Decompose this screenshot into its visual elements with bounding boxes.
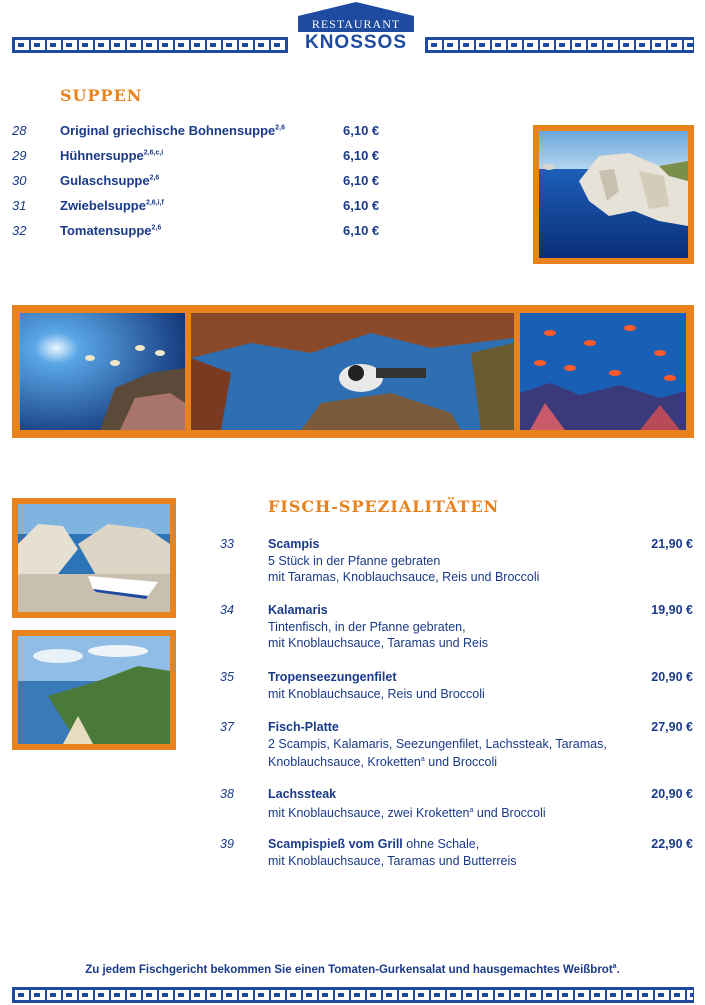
- soup-number: 30: [12, 173, 27, 188]
- fish-desc-line: Tintenfisch, in der Pfanne gebraten,: [268, 619, 466, 634]
- fish-body: [268, 602, 628, 652]
- fish-number: 35: [220, 670, 234, 684]
- coast-cliffs-photo: [533, 125, 694, 264]
- soup-row: [0, 223, 400, 243]
- fish-price: 27,90 €: [651, 720, 693, 734]
- footer-note: Zu jedem Fischgericht bekommen Sie einen Tomaten-Gurkensalat und hausgemachtes Weißbrot$^a$.: [85, 963, 620, 976]
- diver-fish-photo: [20, 313, 185, 430]
- soup-row: [0, 148, 400, 168]
- soup-price: 6,10 €: [343, 173, 380, 188]
- meander-border-bottom: [12, 987, 694, 1003]
- soup-name: Hühnersuppe$^{2,6,c,i}$: [60, 148, 164, 163]
- soup-row: [0, 198, 400, 218]
- soup-name: Zwiebelsuppe$^{2,6,i,f}$: [60, 198, 164, 213]
- fish-desc-line: mit Knoblauchsauce, Reis und Broccoli: [268, 686, 485, 701]
- soup-number: 32: [12, 223, 27, 238]
- fish-number: 33: [220, 537, 234, 551]
- logo-restaurant-label: RESTAURANT: [298, 16, 414, 32]
- fish-desc-line: Knoblauchsauce, Kroketten$^a$ und Broccoli: [268, 755, 498, 770]
- logo-name: KNOSSOS: [304, 32, 408, 53]
- cliffs-image: [539, 131, 688, 258]
- fish-price: 21,90 €: [651, 537, 693, 551]
- fish-desc-line: mit Taramas, Knoblauchsauce, Reis und Broccoli: [268, 570, 540, 584]
- soup-number: 31: [12, 198, 27, 213]
- fish-title: Fisch-Platte: [268, 720, 339, 734]
- fish-body: [268, 669, 628, 702]
- soup-row: [0, 123, 400, 143]
- soup-price: 6,10 €: [343, 123, 380, 138]
- soup-price: 6,10 €: [343, 148, 380, 163]
- soup-number: 28: [12, 123, 27, 138]
- meander-border-top-right: [425, 37, 694, 53]
- fish-body: [268, 536, 628, 586]
- coastline-mountains-photo: [12, 630, 176, 750]
- fish-title: Kalamaris: [268, 603, 328, 617]
- fish-number: 37: [220, 720, 234, 734]
- fish-desc-line: mit Knoblauchsauce, Taramas und Reis: [268, 636, 489, 650]
- fish-price: 19,90 €: [651, 603, 693, 617]
- fish-number: 34: [220, 603, 234, 617]
- rocky-beach-boat-photo: [12, 498, 176, 618]
- fish-price: 20,90 €: [651, 787, 693, 801]
- restaurant-logo: [298, 2, 414, 54]
- underwater-photo-strip: [12, 305, 694, 438]
- fish-heading: FISCH-SPEZIALITÄTEN: [268, 497, 500, 516]
- fish-body: [268, 786, 628, 821]
- fish-body: [268, 719, 628, 771]
- soup-name: Original griechische Bohnensuppe$^{2,6}$: [60, 123, 285, 138]
- fish-desc-line: mit Knoblauchsauce, zwei Kroketten$^a$ und Broccoli: [268, 805, 546, 820]
- diver-wreck-photo: [191, 313, 514, 430]
- fish-title: Tropenseezungenfilet: [268, 670, 397, 684]
- coral-reef-photo: [520, 313, 686, 430]
- fish-title-line: Scampispieß vom Grill ohne Schale,: [268, 837, 480, 851]
- fish-body: [268, 836, 628, 869]
- soup-name: Tomatensuppe$^{2,6}$: [60, 223, 162, 238]
- soup-price: 6,10 €: [343, 198, 380, 213]
- fish-title: Scampis: [268, 537, 320, 551]
- meander-border-top-left: [12, 37, 288, 53]
- fish-title: Lachssteak: [268, 787, 337, 801]
- fish-number: 38: [220, 787, 234, 801]
- fish-desc-line: 2 Scampis, Kalamaris, Seezungenfilet, Lachssteak, Taramas,: [268, 736, 607, 751]
- fish-price: 20,90 €: [651, 670, 693, 684]
- fish-desc-line: mit Knoblauchsauce, Taramas und Butterreis: [268, 853, 517, 868]
- fish-desc-line: 5 Stück in der Pfanne gebraten: [268, 553, 441, 568]
- soup-name: Gulaschsuppe$^{2,6}$: [60, 173, 160, 188]
- logo-roof: [298, 2, 414, 16]
- soup-number: 29: [12, 148, 27, 163]
- soup-row: [0, 173, 400, 193]
- fish-price: 22,90 €: [651, 837, 693, 851]
- fish-number: 39: [220, 837, 234, 851]
- soup-price: 6,10 €: [343, 223, 380, 238]
- soups-heading: SUPPEN: [60, 86, 143, 105]
